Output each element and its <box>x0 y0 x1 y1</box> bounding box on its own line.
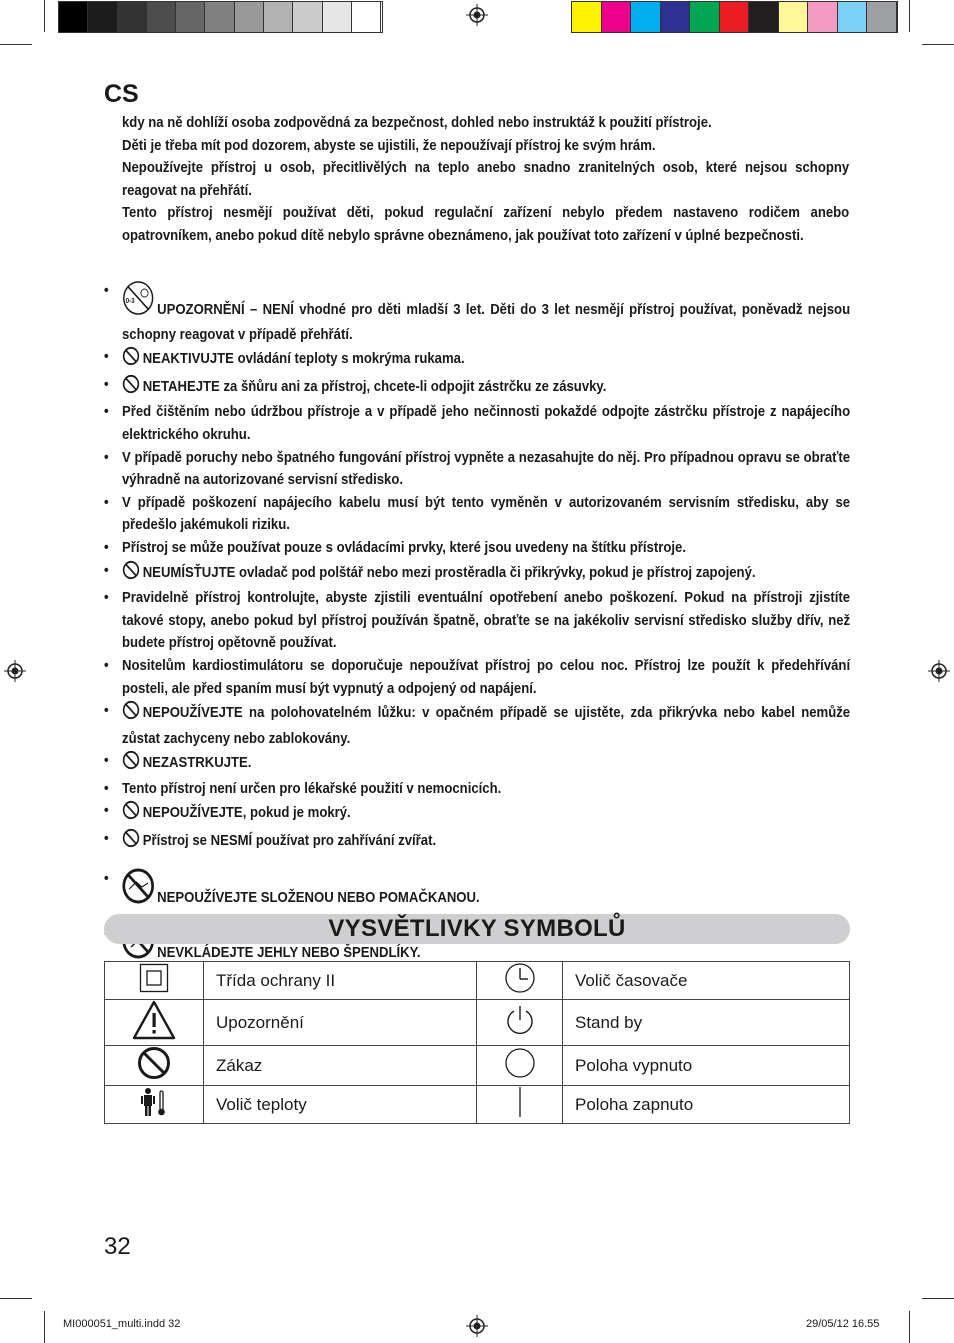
color-swatch <box>808 2 838 32</box>
prohibited-icon <box>122 800 140 828</box>
safety-bullet-item <box>104 800 850 828</box>
bullet-marker: • <box>104 349 109 366</box>
bullet-marker: • <box>104 404 109 421</box>
symbol-label: Volič časovače <box>563 962 850 1000</box>
color-swatch-bar <box>571 1 898 33</box>
symbol-label: Stand by <box>563 1000 850 1046</box>
intro-paragraph: kdy na ně dohlíží osoba zodpovědná za bezpečnost, dohled nebo instruktáž k použití přístroje. <box>122 115 712 131</box>
registration-mark-icon <box>466 1315 488 1337</box>
bullet-text: Tento přístroj není určen pro lékařské použití v nemocnicích. <box>122 780 502 797</box>
bullet-text: Pravidelně přístroj kontrolujte, abyste zjistili eventuální opotřebení anebo poškození. Pokud na přístroji zjistíte takové stopy, anebo pokud byl přístroj používán špatně, obraťte se na jakékoliv servisní středisko služby dřív, než budete přístroj opětovně používat. <box>122 590 851 652</box>
bullet-marker: • <box>104 562 109 579</box>
color-swatch <box>572 2 602 32</box>
intro-paragraphs <box>122 112 849 248</box>
color-swatch <box>205 2 234 32</box>
safety-bullet-item <box>104 828 850 856</box>
bullet-text: V případě poškození napájecího kabelu musí být tento vyměněn v autorizovaném servisním středisku, aby se předešlo jakémukoli riziku. <box>122 494 851 534</box>
page-number: 32 <box>104 1233 131 1260</box>
standby-icon <box>477 1000 563 1046</box>
color-swatch <box>749 2 779 32</box>
bullet-marker: • <box>104 803 109 820</box>
symbol-row <box>105 962 850 1000</box>
bullet-marker: • <box>104 831 109 848</box>
off-position-icon <box>477 1046 563 1086</box>
color-swatch <box>147 2 176 32</box>
bullet-marker: • <box>104 494 109 511</box>
symbol-row <box>105 1086 850 1124</box>
color-swatch <box>88 2 117 32</box>
bullet-text: NEVKLÁDEJTE JEHLY NEBO ŠPENDLÍKY. <box>157 945 421 962</box>
bullet-text: UPOZORNĚNÍ – NENÍ vhodné pro děti mladší 3 let. Děti do 3 let nesmějí přístroj používat, poněvadž nejsou schopny reagovat v případě přehřátí. <box>122 302 851 343</box>
safety-bullet-list <box>104 280 850 967</box>
crop-mark <box>44 0 45 32</box>
prohibited-icon <box>122 700 140 728</box>
bullet-text: NETAHEJTE za šňůru ani za přístroj, chcete-li odpojit zástrčku ze zásuvky. <box>142 378 607 395</box>
prohibited-icon <box>105 1046 204 1086</box>
color-swatch <box>293 2 322 32</box>
symbols-table <box>104 961 850 1124</box>
safety-bullet-item <box>104 447 850 492</box>
prohibited-icon <box>122 750 140 778</box>
svg-text:0-3: 0-3 <box>125 297 135 306</box>
color-swatch <box>602 2 632 32</box>
color-swatch <box>118 2 147 32</box>
no-folding-icon <box>122 868 154 912</box>
class-ii-icon <box>105 962 204 1000</box>
registration-mark-icon <box>928 660 950 682</box>
safety-bullet-item <box>104 280 850 346</box>
bullet-text: NEPOUŽÍVEJTE, pokud je mokrý. <box>142 805 351 822</box>
bullet-text: NEUMÍSŤUJTE ovladač pod polštář nebo mezi prostěradla či přikrývky, pokud je přístroj zapojený. <box>142 564 756 581</box>
color-swatch <box>264 2 293 32</box>
safety-bullet-item <box>104 778 850 801</box>
intro-paragraph: Děti je třeba mít pod dozorem, abyste se ujistili, že nepoužívají přístroj ke svým hrám. <box>122 137 656 154</box>
bullet-text: Přístroj se NESMÍ používat pro zahřívání zvířat. <box>142 833 437 850</box>
safety-bullet-item <box>104 700 850 750</box>
bullet-text: NEAKTIVUJTE ovládání teploty s mokrýma rukama. <box>142 351 465 368</box>
registration-mark-icon <box>466 4 488 26</box>
crop-mark <box>909 1311 910 1343</box>
safety-bullet-item <box>104 346 850 374</box>
crop-mark <box>922 1298 954 1299</box>
color-swatch <box>59 2 88 32</box>
bullet-text: V případě poruchy nebo špatného fungování přístroj vypněte a nezasahujte do něj. Pro případnou opravu se obraťte výhradně na autorizované servisní středisko. <box>122 449 851 489</box>
warning-icon <box>105 1000 204 1046</box>
color-swatch <box>235 2 264 32</box>
gray-swatch-bar <box>58 1 383 33</box>
symbol-label: Upozornění <box>204 1000 477 1046</box>
bullet-marker: • <box>104 703 109 720</box>
safety-bullet-item <box>104 492 850 537</box>
symbol-label: Zákaz <box>204 1046 477 1086</box>
safety-bullet-item <box>104 655 850 700</box>
symbol-label: Poloha vypnuto <box>563 1046 850 1086</box>
safety-bullet-item <box>104 868 850 912</box>
color-swatch <box>690 2 720 32</box>
section-title: VYSVĚTLIVKY SYMBOLŮ <box>328 915 626 942</box>
color-swatch <box>661 2 691 32</box>
child-age-0-3-icon <box>122 280 154 324</box>
crop-mark <box>922 44 954 45</box>
bullet-text: NEPOUŽÍVEJTE na polohovatelném lůžku: v opačném případě se ujistěte, zda přikrývka nebo kabel nemůže zůstat zachyceny nebo zablokovány. <box>122 705 851 747</box>
safety-bullet-item <box>104 374 850 402</box>
symbol-label: Poloha zapnuto <box>563 1086 850 1124</box>
color-swatch <box>352 2 381 32</box>
color-swatch <box>323 2 352 32</box>
safety-bullet-item <box>104 401 850 446</box>
temperature-selector-icon <box>105 1086 204 1124</box>
bullet-marker: • <box>104 449 109 466</box>
safety-bullet-item <box>104 537 850 560</box>
bullet-text: NEPOUŽÍVEJTE SLOŽENOU NEBO POMAČKANOU. <box>157 889 480 906</box>
prohibited-icon <box>122 828 140 856</box>
bullet-marker: • <box>104 590 109 607</box>
symbol-row <box>105 1046 850 1086</box>
bullet-marker: • <box>104 539 109 556</box>
safety-bullet-item <box>104 587 850 655</box>
crop-mark <box>0 1298 32 1299</box>
registration-mark-icon <box>4 660 26 682</box>
safety-bullet-item <box>104 560 850 588</box>
bullet-marker: • <box>104 657 109 674</box>
bullet-text: NEZASTRKUJTE. <box>142 755 252 772</box>
color-swatch <box>720 2 750 32</box>
bullet-marker: • <box>104 870 109 887</box>
color-swatch <box>838 2 868 32</box>
color-swatch <box>867 2 897 32</box>
bullet-text: Nositelům kardiostimulátoru se doporučuje nepoužívat přístroj po celou noc. Přístroj lze použít k předehřívání posteli, ale před spaním musí být vypnutý a odpojený od napájení. <box>122 657 851 697</box>
prohibited-icon <box>122 374 140 402</box>
crop-mark <box>0 44 32 45</box>
bullet-text: Před čištěním nebo údržbou přístroje a v případě jeho nečinnosti pokaždé odpojte zástrčku přístroje z napájecího elektrického okruhu. <box>122 404 851 443</box>
color-swatch <box>631 2 661 32</box>
prohibited-icon <box>122 560 140 588</box>
symbol-label: Volič teploty <box>204 1086 477 1124</box>
crop-mark <box>909 0 910 32</box>
section-header <box>104 914 850 944</box>
bullet-marker: • <box>104 753 109 770</box>
safety-bullet-item <box>104 750 850 778</box>
footer-file: MI000051_multi.indd 32 <box>63 1318 181 1330</box>
crop-mark <box>44 1311 45 1343</box>
color-swatch <box>779 2 809 32</box>
color-swatch <box>176 2 205 32</box>
bullet-text: Přístroj se může používat pouze s ovládacími prvky, které jsou uvedeny na štítku přístroje. <box>122 539 686 556</box>
timer-selector-icon <box>477 962 563 1000</box>
intro-paragraph: Tento přístroj nesmějí používat děti, pokud regulační zařízení nebylo předem nastaveno rodičem anebo opatrovníkem, anebo pokud dítě nebylo správne obeznámeno, jak používat toto zařízení v úplné bezpečnosti. <box>122 205 850 244</box>
bullet-marker: • <box>104 376 109 393</box>
symbol-label: Třída ochrany II <box>204 962 477 1000</box>
bullet-marker: • <box>104 780 109 797</box>
intro-paragraph: Nepoužívejte přístroj u osob, přecitlivělých na teplo anebo snadno zranitelných osob, které nejsou schopny reagovat na přehřátí. <box>122 160 850 199</box>
on-position-icon <box>477 1086 563 1124</box>
bullet-marker: • <box>104 283 109 299</box>
symbol-row <box>105 1000 850 1046</box>
prohibited-icon <box>122 346 140 374</box>
language-code: CS <box>104 80 139 108</box>
footer-date: 29/05/12 16.55 <box>806 1318 880 1330</box>
